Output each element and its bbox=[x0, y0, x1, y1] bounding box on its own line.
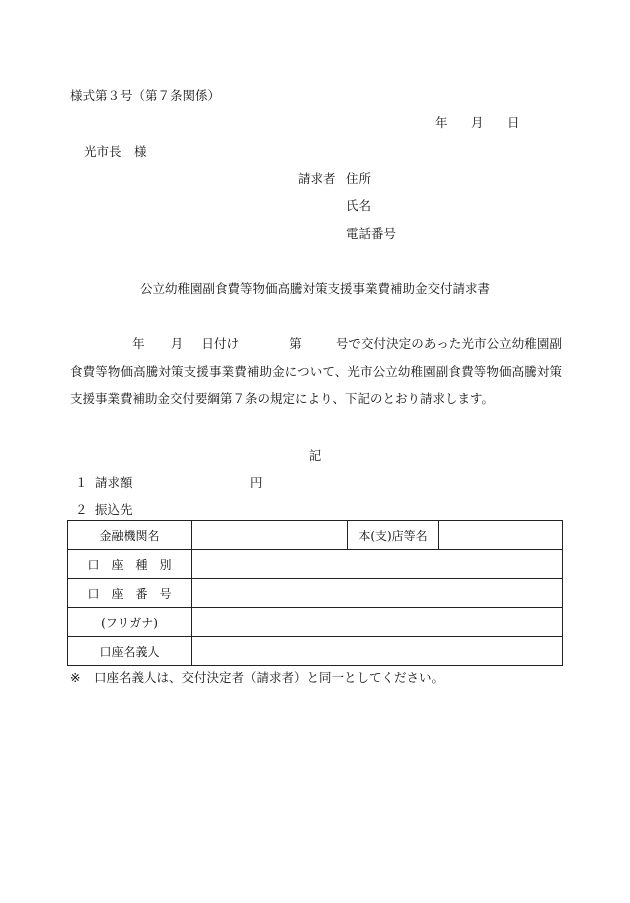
table-row bbox=[68, 637, 563, 666]
item-transfer-destination bbox=[75, 500, 133, 518]
requester-label: 請求者 bbox=[298, 171, 336, 186]
table-row bbox=[68, 550, 563, 579]
item-request-amount bbox=[75, 473, 263, 491]
document-title: 公立幼稚園副食費等物価高騰対策支援事業費補助金交付請求書 bbox=[139, 281, 490, 296]
addressee: 光市長 様 bbox=[84, 144, 147, 159]
item2-label: 振込先 bbox=[95, 502, 133, 517]
date-month: 月 bbox=[471, 115, 484, 130]
body-dai: 第 bbox=[289, 336, 302, 351]
body-text: 号で交付決定のあった光市公立幼稚園副食費等物価高騰対策支援事業費補助金について、光市公立幼稚園副食費等物価高騰対策支援事業費補助金交付要綱第７条の規定により、下記のとおり請求します。 bbox=[70, 336, 562, 406]
furigana-label: (フリガナ) bbox=[68, 608, 192, 637]
holder-label: 口座名義人 bbox=[68, 637, 192, 666]
account-number-field[interactable] bbox=[192, 579, 563, 608]
requester-phone-label: 電話番号 bbox=[346, 226, 397, 241]
table-row bbox=[68, 608, 563, 637]
note-mark: ※ bbox=[70, 670, 81, 685]
account-type-field[interactable] bbox=[192, 550, 563, 579]
date-year: 年 bbox=[435, 115, 448, 130]
branch-label: 本(支)店等名 bbox=[348, 521, 439, 550]
body-dated: 日付け bbox=[201, 336, 240, 351]
table-row bbox=[68, 579, 563, 608]
requester-address-label: 住所 bbox=[346, 171, 372, 186]
ki-heading: 記 bbox=[308, 448, 322, 463]
form-number: 様式第３号（第７条関係） bbox=[70, 88, 221, 103]
date-line bbox=[435, 113, 520, 131]
table-row bbox=[68, 521, 563, 550]
requester-name-label: 氏名 bbox=[346, 198, 372, 213]
bank-account-table bbox=[67, 520, 563, 666]
footnote bbox=[70, 668, 444, 686]
holder-field[interactable] bbox=[192, 637, 563, 666]
body-month: 月 bbox=[170, 336, 184, 351]
item2-number: ２ bbox=[75, 502, 88, 517]
item1-number: １ bbox=[75, 475, 88, 490]
institution-label: 金融機関名 bbox=[68, 521, 192, 550]
branch-field[interactable] bbox=[439, 521, 563, 550]
account-type-label: 口 座 種 別 bbox=[68, 550, 192, 579]
institution-field[interactable] bbox=[192, 521, 348, 550]
note-text: 口座名義人は、交付決定者（請求者）と同一としてください。 bbox=[94, 670, 445, 685]
body-year: 年 bbox=[132, 336, 145, 351]
item1-unit: 円 bbox=[250, 475, 263, 490]
furigana-field[interactable] bbox=[192, 608, 563, 637]
account-number-label: 口 座 番 号 bbox=[68, 579, 192, 608]
request-body bbox=[70, 330, 562, 413]
date-day: 日 bbox=[507, 115, 520, 130]
item1-label: 請求額 bbox=[95, 475, 133, 490]
